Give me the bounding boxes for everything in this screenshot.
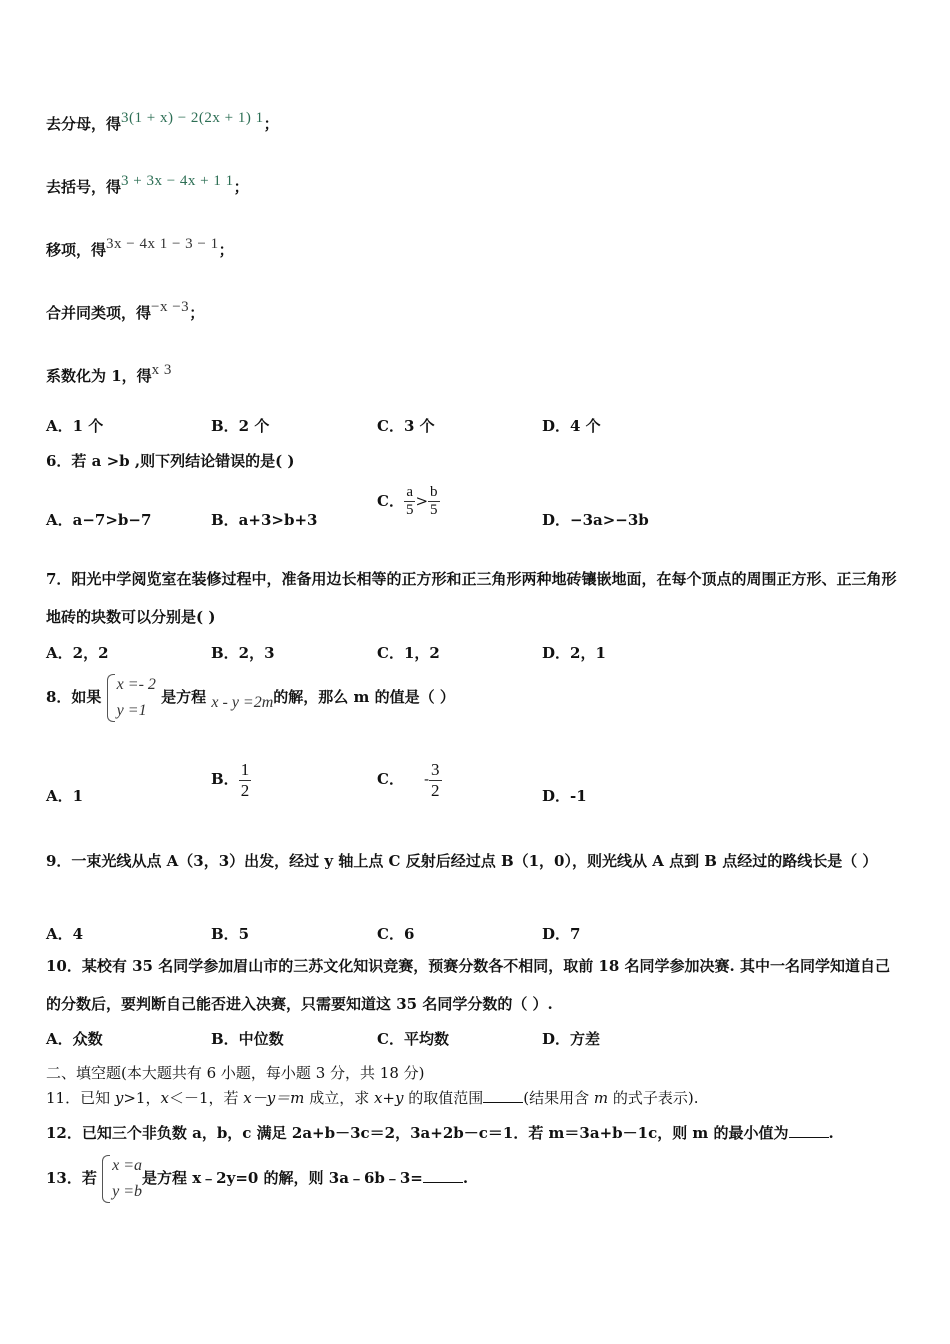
equation-system bbox=[102, 1153, 142, 1205]
q8-option-a: A．1 bbox=[46, 787, 84, 805]
step-3 bbox=[46, 236, 234, 260]
numerator: a bbox=[404, 484, 416, 502]
equation-system bbox=[107, 672, 156, 724]
q7-stem: 7．阳光中学阅览室在装修过程中，准备用边长相等的正方形和正三角形两种地砖镶嵌地面，在每个顶点的周围正方形、正三角形地砖的块数可以分别是( ) bbox=[46, 570, 897, 626]
text: 的式子表示). bbox=[608, 1089, 699, 1107]
q9-option-d: D．7 bbox=[542, 925, 581, 943]
q7-option-d: D．2，1 bbox=[542, 644, 606, 662]
q7-option-a: A．2，2 bbox=[46, 644, 109, 662]
q12-stem bbox=[46, 1122, 834, 1143]
option-label: B． bbox=[211, 770, 239, 789]
text: 11．已知 bbox=[46, 1089, 115, 1107]
minus-sign: - bbox=[423, 770, 430, 789]
system-line: x =- 2 bbox=[116, 676, 156, 693]
q7-option-b: B．2，3 bbox=[211, 644, 275, 662]
q9-option-a: A．4 bbox=[46, 925, 84, 943]
text: 成立，求 bbox=[304, 1089, 374, 1107]
q10-option-a: A．众数 bbox=[46, 1030, 103, 1048]
denominator: 2 bbox=[240, 780, 250, 800]
q13-prefix: 13．若 bbox=[46, 1169, 97, 1187]
brace-icon bbox=[102, 1155, 110, 1203]
q7-option-c: C．1，2 bbox=[377, 644, 440, 662]
var: x－y＝m bbox=[243, 1089, 305, 1107]
step-math: −x −3 bbox=[151, 299, 190, 315]
var: x bbox=[160, 1089, 169, 1107]
fraction bbox=[428, 484, 440, 520]
numerator: 3 bbox=[431, 760, 440, 779]
step-tail: ； bbox=[189, 304, 205, 322]
fraction bbox=[404, 484, 416, 520]
step-math: x 3 bbox=[151, 362, 172, 378]
q8-option-b bbox=[211, 760, 251, 800]
text: 12．已知三个非负数 a，b，c 满足 2a+b－3c＝2，3a+2b－c＝1．若 m＝3a+b－1c，则 m 的最小值为 bbox=[46, 1124, 789, 1142]
q8-stem bbox=[46, 672, 455, 724]
text: >1， bbox=[123, 1089, 161, 1107]
step-label: 合并同类项，得 bbox=[46, 304, 152, 322]
system-line: y =1 bbox=[116, 702, 147, 719]
q5-option-a: A．1 个 bbox=[46, 417, 104, 435]
equation: x - y =2m bbox=[211, 694, 274, 711]
step-math: 3 + 3x − 4x + 1 1 bbox=[121, 173, 234, 189]
step-math: 3(1 + x) − 2(2x + 1) 1 bbox=[121, 110, 264, 126]
var: x+y bbox=[373, 1089, 404, 1107]
step-5 bbox=[46, 362, 172, 386]
q6-option-c bbox=[377, 484, 440, 520]
var: m bbox=[593, 1089, 609, 1107]
step-tail: ； bbox=[218, 241, 234, 259]
q9-option-c: C．6 bbox=[377, 925, 415, 943]
q8-suffix: 的解，那么 m 的值是（ ） bbox=[273, 688, 455, 706]
q8-mid: 是方程 bbox=[161, 688, 207, 706]
q10-option-c: C．平均数 bbox=[377, 1030, 449, 1048]
step-label: 去分母，得 bbox=[46, 115, 122, 133]
step-tail: ； bbox=[263, 115, 279, 133]
operator: > bbox=[415, 491, 429, 510]
q10-option-d: D．方差 bbox=[542, 1030, 601, 1048]
numerator: 1 bbox=[240, 760, 250, 779]
answer-blank bbox=[423, 1168, 463, 1183]
var: y bbox=[114, 1089, 124, 1107]
q6-option-a: A．a−7>b−7 bbox=[46, 511, 152, 529]
step-tail: ； bbox=[233, 178, 249, 196]
denominator: 5 bbox=[405, 502, 414, 519]
text: ＜－1，若 bbox=[168, 1089, 244, 1107]
text: . bbox=[828, 1124, 834, 1142]
system-line: x =a bbox=[112, 1157, 143, 1174]
text: 是方程 x﹣2y=0 的解，则 3a﹣6b﹣3= bbox=[142, 1169, 423, 1187]
option-label: C． bbox=[377, 491, 404, 510]
q10-stem: 10．某校有 35 名同学参加眉山市的三苏文化知识竞赛，预赛分数各不相同，取前 18 名同学参加决赛. 其中一名同学知道自己的分数后，要判断自己能否进入决赛，只需要知道这 35 名同学分数的（ ）. bbox=[46, 957, 890, 1013]
q11-stem bbox=[46, 1087, 699, 1108]
fraction bbox=[429, 760, 442, 800]
step-math: 3x − 4x 1 − 3 − 1 bbox=[106, 236, 219, 252]
step-label: 去括号，得 bbox=[46, 178, 122, 196]
text: (结果用含 bbox=[523, 1089, 594, 1107]
q8-prefix: 8．如果 bbox=[46, 688, 102, 706]
q8-option-c bbox=[377, 760, 442, 800]
q9-option-b: B．5 bbox=[211, 925, 250, 943]
q5-option-d: D．4 个 bbox=[542, 417, 601, 435]
section-heading: 二、填空题(本大题共有 6 小题，每小题 3 分，共 18 分) bbox=[46, 1064, 425, 1082]
option-label: C． bbox=[377, 770, 404, 789]
text: . bbox=[462, 1169, 469, 1187]
step-label: 移项，得 bbox=[46, 241, 107, 259]
q5-option-b: B．2 个 bbox=[211, 417, 270, 435]
q6-stem: 6．若 a >b ,则下列结论错误的是( ) bbox=[46, 452, 295, 470]
q6-option-d: D．−3a>−3b bbox=[542, 511, 649, 529]
system-line: y =b bbox=[112, 1183, 143, 1200]
q9-stem: 9．一束光线从点 A（3，3）出发，经过 y 轴上点 C 反射后经过点 B（1，0），则光线从 A 点到 B 点经过的路线长是（ ） bbox=[46, 852, 878, 870]
text: 的取值范围 bbox=[403, 1089, 484, 1107]
q10-option-b: B．中位数 bbox=[211, 1030, 284, 1048]
fraction bbox=[239, 760, 252, 800]
step-label: 系数化为 1，得 bbox=[46, 367, 152, 385]
q8-option-d: D．-1 bbox=[542, 787, 587, 805]
q5-option-c: C．3 个 bbox=[377, 417, 435, 435]
answer-blank bbox=[483, 1088, 523, 1103]
answer-blank bbox=[789, 1123, 829, 1138]
step-2 bbox=[46, 173, 249, 197]
denominator: 5 bbox=[430, 502, 438, 519]
q13-stem bbox=[46, 1153, 468, 1205]
brace-icon bbox=[107, 674, 115, 722]
numerator: b bbox=[428, 484, 440, 502]
denominator: 2 bbox=[431, 780, 440, 800]
q6-option-b: B．a+3>b+3 bbox=[211, 511, 318, 529]
step-1 bbox=[46, 110, 279, 134]
step-4 bbox=[46, 299, 205, 323]
